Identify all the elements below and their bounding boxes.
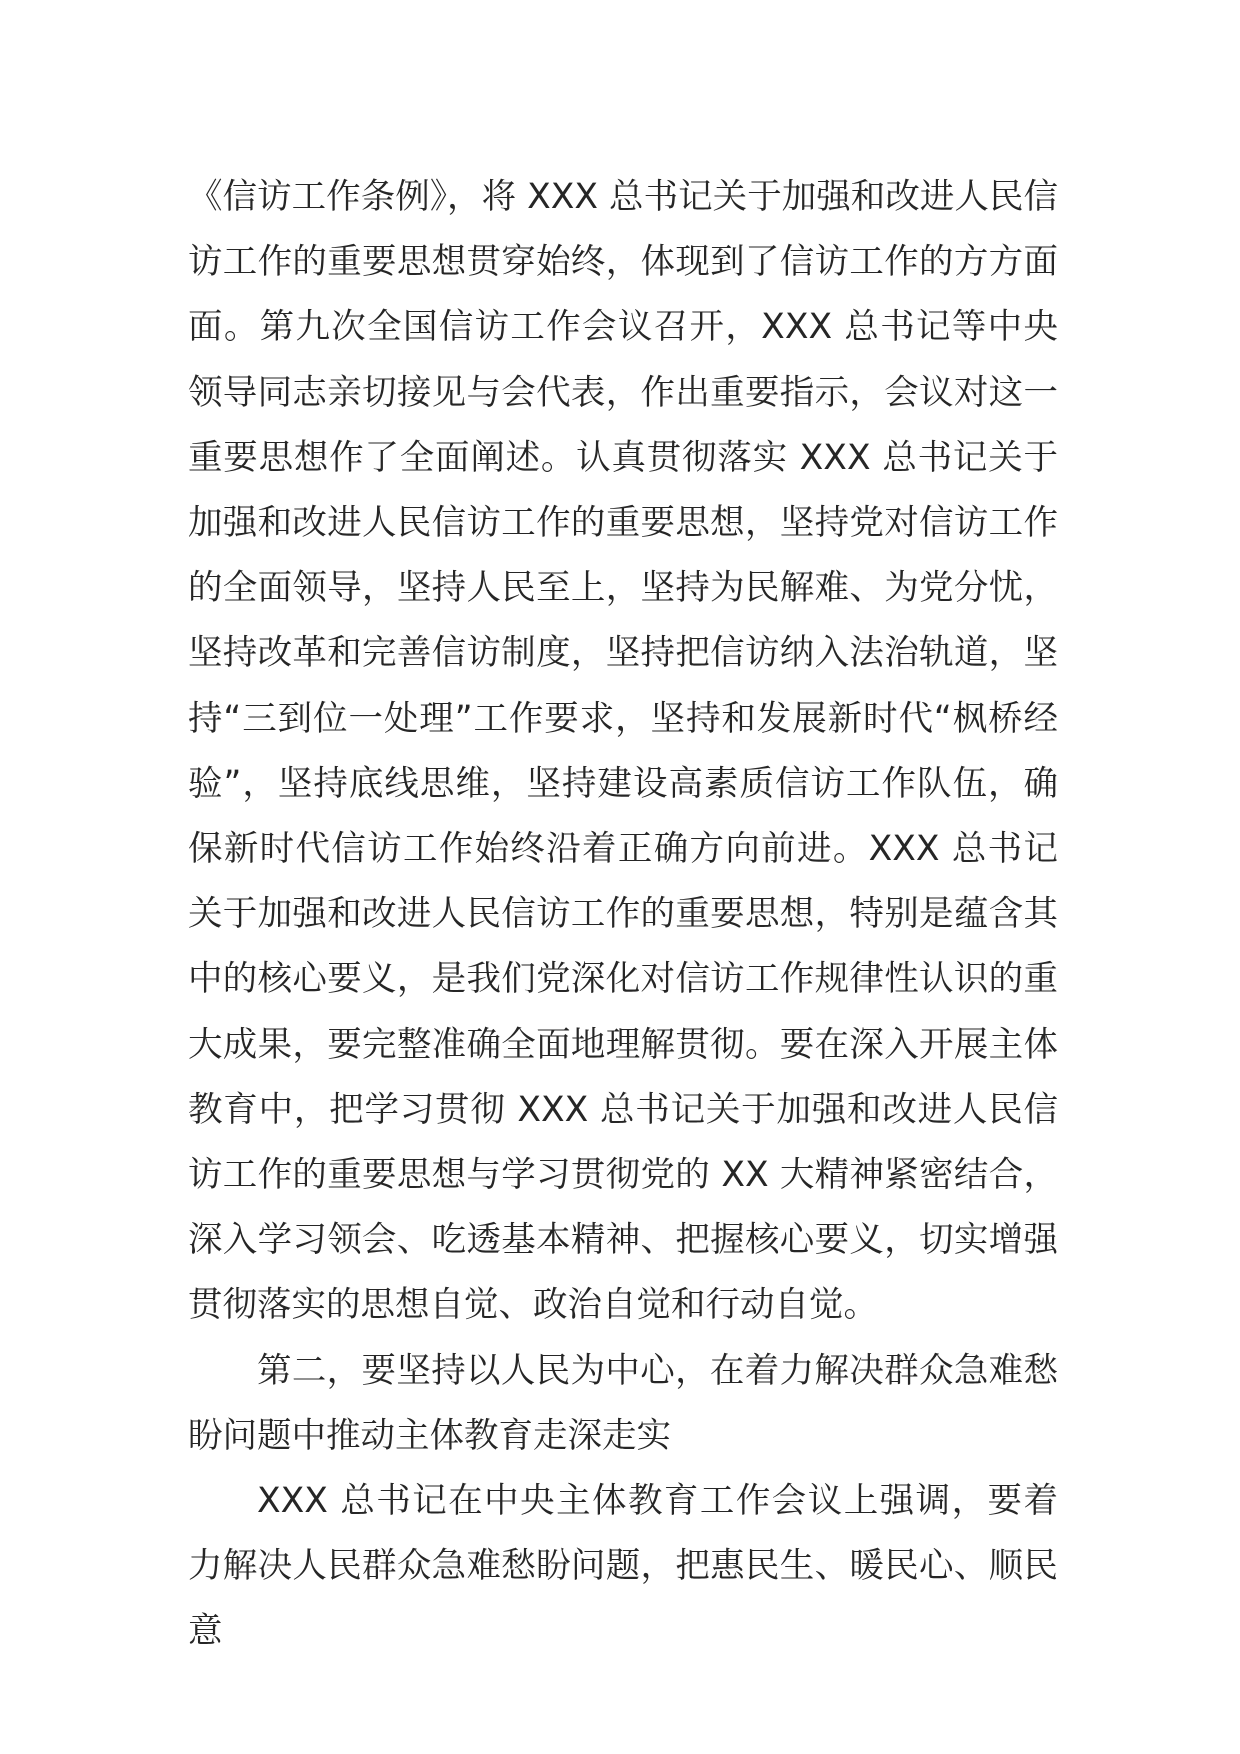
document-body [188,165,1058,1665]
body-paragraph-3: XXX 总书记在中央主体教育工作会议上强调，要着力解决人民群众急难愁盼问题，把惠民生、暖民心、顺民意 [188,1481,1058,1652]
section-heading-2: 第二，要坚持以人民为中心，在着力解决群众急难愁盼问题中推动主体教育走深走实 [188,1350,1058,1456]
body-paragraph-1: 《信访工作条例》，将 XXX 总书记关于加强和改进人民信访工作的重要思想贯穿始终，体现到了信访工作的方方面面。第九次全国信访工作会议召开，XXX 总书记等中央领导同志亲切接见与会代表，作出重要指示，会议对这一重要思想作了全面阐述。认真贯彻落实 XXX 总书记关于加强和改进人民信访工作的重要思想，坚持党对信访工作的全面领导，坚持人民至上，坚持为民解难、为党分忧，坚持改革和完善信访制度，坚持把信访纳入法治轨道，坚持“三到位一处理”工作要求，坚持和发展新时代“枫桥经验”，坚持底线思维，坚持建设高素质信访工作队伍，确保新时代信访工作始终沿着正确方向前进。XXX 总书记关于加强和改进人民信访工作的重要思想，特别是蕴含其中的核心要义，是我们党深化对信访工作规律性认识的重大成果，要完整准确全面地理解贯彻。要在深入开展主体教育中，把学习贯彻 XXX 总书记关于加强和改进人民信访工作的重要思想与学习贯彻党的 XX 大精神紧密结合，深入学习领会、吃透基本精神、把握核心要义，切实增强贯彻落实的思想自觉、政治自觉和行动自觉。 [188,177,1058,1326]
